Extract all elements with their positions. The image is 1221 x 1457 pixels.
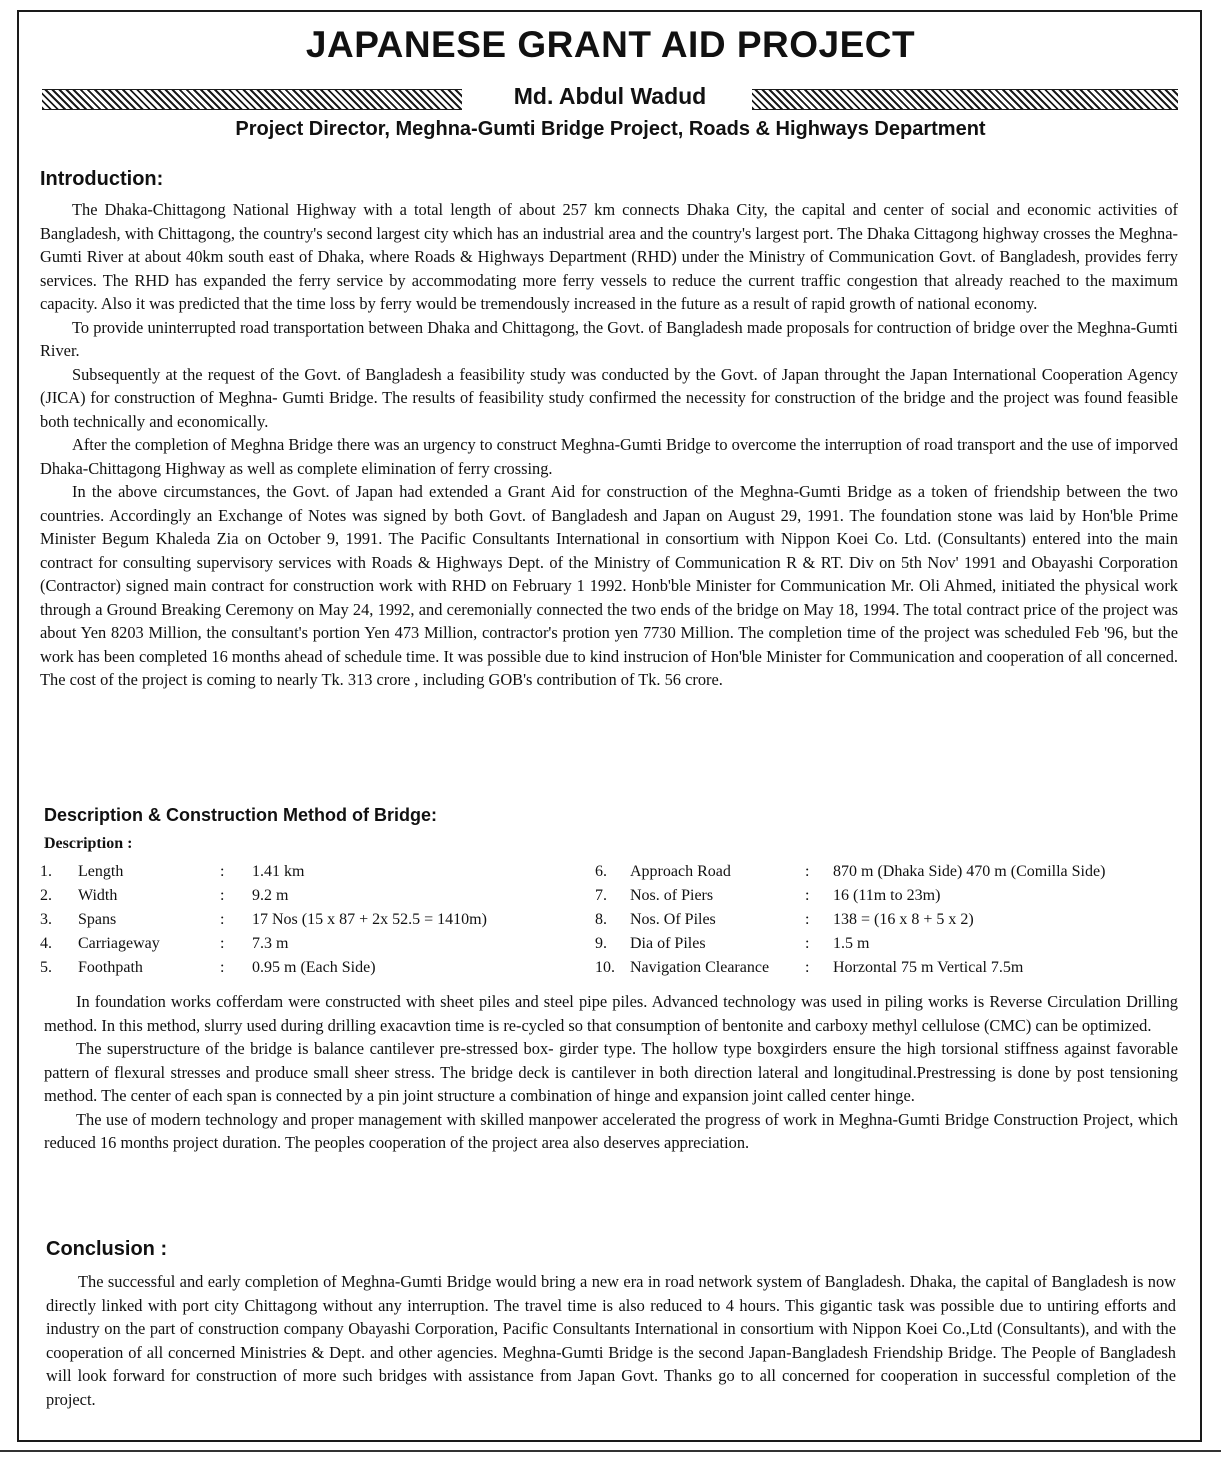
spec-number: 10.: [595, 959, 615, 976]
spec-row: [595, 884, 1195, 908]
construction-paragraph: In foundation works cofferdam were constructed with sheet piles and steel pipe piles. Advanced technology was used in piling works is Reverse Circulation Drilling method. In this method, slurry used during drilling exacavtion time is re-cycled so that consumption of bentonite and carboxy methyl cellulose (CMC) can be optimized.: [44, 992, 1178, 1035]
spec-value: 0.95 m (Each Side): [252, 959, 376, 976]
spec-number: 3.: [40, 911, 52, 928]
intro-paragraph: After the completion of Meghna Bridge there was an urgency to construct Meghna-Gumti Bridge to overcome the interruption of road transport and the use of imporved Dhaka-Chittagong Highway as well as complete elimination of ferry crossing.: [40, 435, 1178, 478]
spec-value: 870 m (Dhaka Side) 470 m (Comilla Side): [833, 863, 1106, 880]
spec-number: 2.: [40, 887, 52, 904]
spec-row: [595, 908, 1195, 932]
spec-label: Nos. of Piers: [630, 887, 714, 904]
spec-value: Horzontal 75 m Vertical 7.5m: [833, 959, 1024, 976]
spec-row: [595, 932, 1195, 956]
spec-value: 17 Nos (15 x 87 + 2x 52.5 = 1410m): [252, 911, 487, 928]
spec-label: Approach Road: [630, 863, 731, 880]
spec-number: 6.: [595, 863, 607, 880]
spec-label: Carriageway: [78, 935, 160, 952]
spec-value: 7.3 m: [252, 935, 289, 952]
spec-separator: :: [805, 887, 810, 904]
introduction-heading: Introduction:: [40, 168, 164, 190]
spec-list-right: [595, 860, 1195, 980]
spec-row: [40, 860, 580, 884]
construction-body: [44, 990, 1178, 1155]
bottom-rule: [0, 1450, 1221, 1452]
introduction-body: [40, 198, 1178, 692]
intro-paragraph: The Dhaka-Chittagong National Highway with a total length of about 257 km connects Dhaka City, the capital and center of social and economic activities of Bangladesh, with Chittagong, the country's second largest city which has an industrial area and the country's largest port. The Dhaka Cittagong highway crosses the Meghna-Gumti River at about 40km south east of Dhaka, where Roads & Highways Department (RHD) under the Ministry of Communication Govt. of Bangladesh, provides ferry services. The RHD has expanded the ferry service by accommodating more ferry vessels to reduce the current traffic congestion that already reached to the maximum capacity. Also it was predicted that the time loss by ferry would be tremendously increased in the future as a result of rapid growth of national economy.: [40, 200, 1178, 313]
spec-value: 9.2 m: [252, 887, 289, 904]
spec-value: 1.41 km: [252, 863, 305, 880]
spec-separator: :: [220, 959, 225, 976]
spec-row: [40, 956, 580, 980]
left-hatch-rule: [42, 89, 462, 110]
spec-label: Foothpath: [78, 959, 143, 976]
spec-number: 9.: [595, 935, 607, 952]
conclusion-paragraph: The successful and early completion of Meghna-Gumti Bridge would bring a new era in road network system of Bangladesh. Dhaka, the capital of Bangladesh is now directly linked with port city Chittagong without any interruption. The travel time is also reduced to 4 hours. This gigantic task was possible due to untiring efforts and industry on the part of construction company Obayashi Corporation, Pacific Consultants International in consortium with Nippon Koei Co.,Ltd (Consultants), and with the cooperation of all concerned Ministries & Dept. and other agencies. Meghna-Gumti Bridge is the second Japan-Bangladesh Friendship Bridge. The People of Bangladesh will look forward for construction of more such bridges with assistance from Japan Govt. Thanks go to all concerned for cooperation in successful completion of the project.: [46, 1272, 1176, 1409]
spec-label: Dia of Piles: [630, 935, 706, 952]
spec-row: [595, 860, 1195, 884]
spec-list-left: [40, 860, 580, 980]
spec-row: [40, 908, 580, 932]
spec-label: Width: [78, 887, 118, 904]
description-subheading: Description :: [44, 835, 133, 852]
spec-row: [40, 932, 580, 956]
author-name: Md. Abdul Wadud: [513, 83, 707, 109]
author-byline: Project Director, Meghna-Gumti Bridge Project, Roads & Highways Department: [235, 118, 986, 140]
intro-paragraph: Subsequently at the request of the Govt. of Bangladesh a feasibility study was conducted by the Govt. of Japan throught the Japan International Cooperation Agency (JICA) for construction of Meghna- Gumti Bridge. The results of feasibility study confirmed the necessity for construction of the bridge and the project was found feasible both technically and economically.: [40, 364, 1178, 431]
spec-value: 1.5 m: [833, 935, 870, 952]
construction-paragraph: The use of modern technology and proper management with skilled manpower accelerated the progress of work in Meghna-Gumti Bridge Construction Project, which reduced 16 months project duration. The peoples cooperation of the project area also deserves appreciation.: [44, 1109, 1178, 1152]
spec-separator: :: [805, 863, 810, 880]
spec-row: [595, 956, 1195, 980]
spec-label: Navigation Clearance: [630, 959, 770, 976]
spec-separator: :: [220, 887, 225, 904]
spec-label: Nos. Of Piles: [630, 911, 716, 928]
description-heading: Description & Construction Method of Bridge:: [44, 805, 437, 825]
article-title: JAPANESE GRANT AID PROJECT: [305, 24, 916, 65]
spec-number: 4.: [40, 935, 52, 952]
spec-number: 8.: [595, 911, 607, 928]
spec-label: Spans: [78, 911, 117, 928]
spec-label: Length: [78, 863, 124, 880]
spec-separator: :: [220, 935, 225, 952]
spec-number: 5.: [40, 959, 52, 976]
spec-separator: :: [220, 911, 225, 928]
intro-paragraph: In the above circumstances, the Govt. of Japan had extended a Grant Aid for construction of the Meghna-Gumti Bridge as a token of friendship between the two countries. Accordingly an Exchange of Notes was signed by both Govt. of Bangladesh and Japan on August 29, 1991. The foundation stone was laid by Hon'ble Prime Minister Begum Khaleda Zia on October 9, 1991. The Pacific Consultants International in consortium with Nippon Koei Co. Ltd. (Consultants) entered into the main contract for consulting supervisory services with Roads & Highways Dept. of the Ministry of Communication R & RT. Div on 5th Nov' 1991 and Obayashi Corporation (Contractor) signed main contract for construction work with RHD on February 1 1992. Honb'ble Minister for Communication Mr. Oli Ahmed, initiated the physical work through a Ground Breaking Ceremony on May 24, 1992, and ceremonially connected the two ends of the bridge on May 18, 1994. The total contract price of the project was about Yen 8203 Million, the consultant's portion Yen 473 Million, contractor's protion yen 7730 Million. The completion time of the project was scheduled Feb '96, but the work has been completed 16 months ahead of schedule time. It was possible due to kind instrucion of Hon'ble Minister for Communication and cooperation of all concerned. The cost of the project is coming to nearly Tk. 313 crore , including GOB's contribution of Tk. 56 crore.: [40, 482, 1178, 689]
right-hatch-rule: [752, 89, 1178, 110]
construction-paragraph: The superstructure of the bridge is balance cantilever pre-stressed box- girder type. The hollow type boxgirders ensure the high torsional stiffness against favorable pattern of flexural stresses and produce small sheer stress. The bridge deck is cantilever in both direction lateral and longitudinal.Prestressing is done by post tensioning method. The center of each span is connected by a pin joint structure a combination of hinge and expansion joint called center hinge.: [44, 1039, 1178, 1105]
spec-separator: :: [805, 935, 810, 952]
spec-number: 1.: [40, 863, 52, 880]
conclusion-heading: Conclusion :: [46, 1238, 168, 1260]
spec-separator: :: [805, 959, 810, 976]
spec-separator: :: [805, 911, 810, 928]
spec-value: 138 = (16 x 8 + 5 x 2): [833, 911, 974, 928]
spec-separator: :: [220, 863, 225, 880]
spec-row: [40, 884, 580, 908]
intro-paragraph: To provide uninterrupted road transportation between Dhaka and Chittagong, the Govt. of Bangladesh made proposals for contruction of bridge over the Meghna-Gumti River.: [40, 317, 1178, 360]
spec-number: 7.: [595, 887, 607, 904]
conclusion-body: [46, 1270, 1176, 1411]
spec-value: 16 (11m to 23m): [833, 887, 941, 904]
